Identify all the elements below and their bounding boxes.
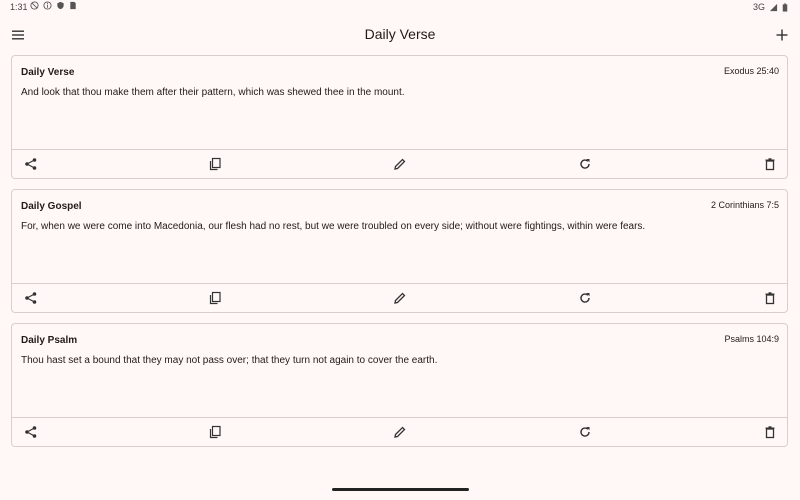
delete-icon[interactable] <box>763 425 777 439</box>
copy-icon[interactable] <box>208 291 222 305</box>
card-title: Daily Verse <box>21 67 75 78</box>
status-right <box>753 2 788 12</box>
card-reference: 2 Corinthians 7:5 <box>710 200 779 210</box>
info-icon <box>43 1 52 10</box>
card-title: Daily Psalm <box>21 335 78 346</box>
refresh-icon[interactable] <box>578 425 592 439</box>
add-icon[interactable] <box>774 27 790 43</box>
share-icon[interactable] <box>24 157 38 171</box>
battery-icon <box>782 3 788 12</box>
copy-icon[interactable] <box>208 425 222 439</box>
edit-icon[interactable] <box>393 157 407 171</box>
card-reference: Psalms 104:9 <box>724 334 779 344</box>
signal-icon <box>769 3 778 12</box>
verse-card-daily-gospel <box>11 189 788 313</box>
copy-icon[interactable] <box>208 157 222 171</box>
dnd-icon <box>30 1 39 10</box>
network-type: 3G <box>752 2 765 12</box>
app-bar <box>0 18 800 52</box>
refresh-icon[interactable] <box>578 157 592 171</box>
card-actions <box>12 150 787 179</box>
card-actions <box>12 418 787 447</box>
page-title: Daily Verse <box>364 26 436 42</box>
delete-icon[interactable] <box>763 291 777 305</box>
edit-icon[interactable] <box>393 291 407 305</box>
shield-icon <box>56 1 65 10</box>
card-text: And look that thou make them after their pattern, which was shewed thee in the mount. <box>21 87 405 98</box>
status-left-icons <box>30 1 77 10</box>
card-actions <box>12 284 787 313</box>
navigation-handle[interactable] <box>332 488 469 491</box>
status-time: 1:31 <box>10 2 28 12</box>
delete-icon[interactable] <box>763 157 777 171</box>
refresh-icon[interactable] <box>578 291 592 305</box>
edit-icon[interactable] <box>393 425 407 439</box>
share-icon[interactable] <box>24 291 38 305</box>
verse-card-daily-psalm <box>11 323 788 447</box>
status-bar <box>0 0 800 14</box>
verse-card-daily-verse <box>11 55 788 179</box>
card-text: Thou hast set a bound that they may not pass over; that they turn not again to cover the earth. <box>21 355 438 366</box>
card-reference: Exodus 25:40 <box>723 66 779 76</box>
share-icon[interactable] <box>24 425 38 439</box>
card-title: Daily Gospel <box>21 201 82 212</box>
card-text: For, when we were come into Macedonia, our flesh had no rest, but we were troubled on every side; without were fightings, within were fears. <box>21 221 646 232</box>
sim-icon <box>69 1 77 10</box>
